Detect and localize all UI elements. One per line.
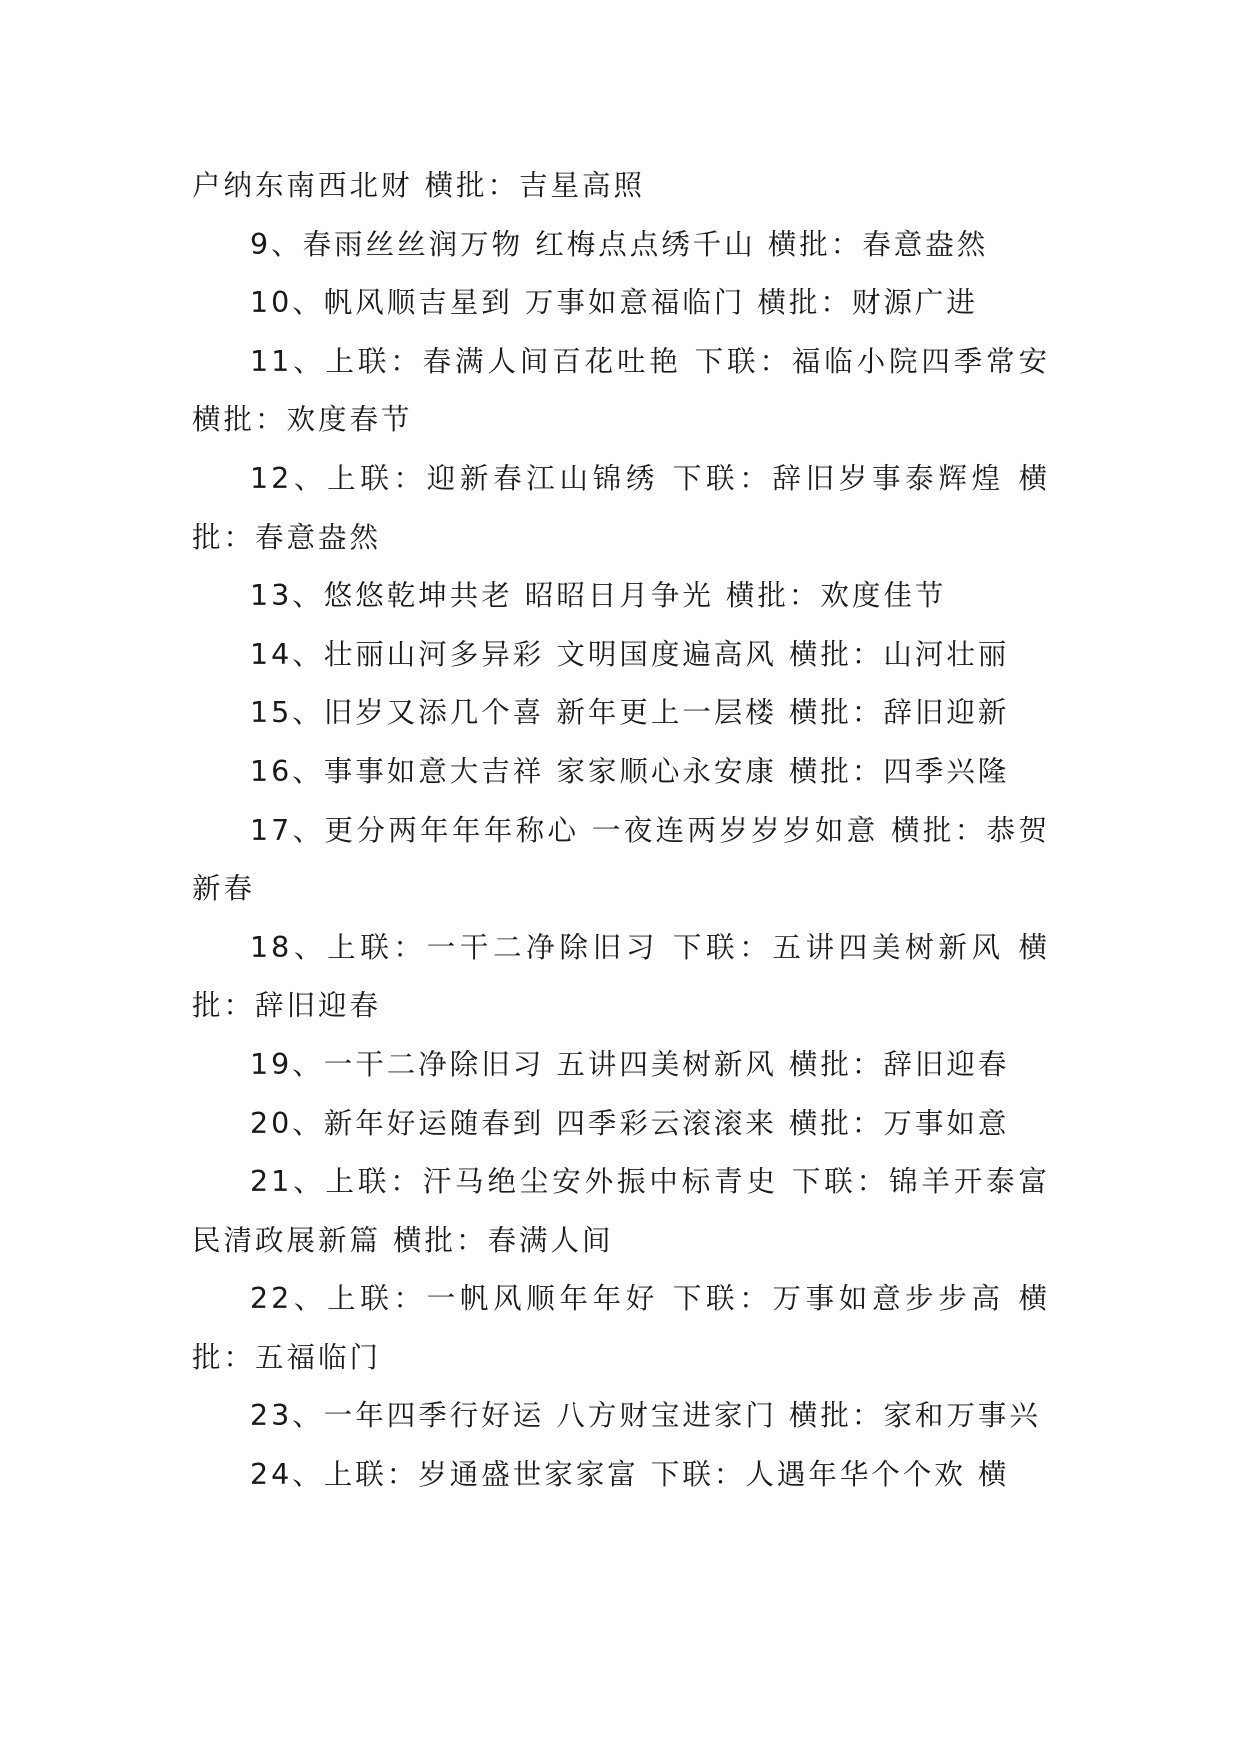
couplet-22: 22、上联：一帆风顺年年好 下联：万事如意步步高 横批：五福临门	[192, 1282, 1050, 1374]
couplet-20: 20、新年好运随春到 四季彩云滚滚来 横批：万事如意	[250, 1106, 1010, 1140]
couplet-15: 15、旧岁又添几个喜 新年更上一层楼 横批：辞旧迎新	[250, 696, 1010, 730]
couplet-23: 23、一年四季行好运 八方财宝进家门 横批：家和万事兴	[250, 1399, 1041, 1433]
couplet-13: 13、悠悠乾坤共老 昭昭日月争光 横批：欢度佳节	[250, 579, 947, 613]
couplet-11: 11、上联：春满人间百花吐艳 下联：福临小院四季常安 横批：欢度春节	[192, 344, 1050, 437]
document-page	[192, 157, 1050, 1505]
couplet-9: 9、春雨丝丝润万物 红梅点点绣千山 横批：春意盎然	[250, 227, 989, 261]
couplet-19: 19、一干二净除旧习 五讲四美树新风 横批：辞旧迎春	[250, 1047, 1010, 1081]
couplet-12: 12、上联：迎新春江山锦绣 下联：辞旧岁事泰辉煌 横批：春意盎然	[192, 461, 1050, 554]
couplet-14: 14、壮丽山河多异彩 文明国度遍高风 横批：山河壮丽	[250, 637, 1010, 671]
couplet-18: 18、上联：一干二净除旧习 下联：五讲四美树新风 横批：辞旧迎春	[192, 930, 1050, 1023]
couplet-10: 10、帆风顺吉星到 万事如意福临门 横批：财源广进	[250, 286, 978, 320]
couplet-21: 21、上联：汗马绝尘安外振中标青史 下联：锦羊开泰富民清政展新篇 横批：春满人间	[192, 1165, 1050, 1257]
couplet-16: 16、事事如意大吉祥 家家顺心永安康 横批：四季兴隆	[250, 754, 1010, 788]
paragraph-continued: 户纳东南西北财 横批：吉星高照	[192, 169, 646, 202]
couplet-24: 24、上联：岁通盛世家家富 下联：人遇年华个个欢 横	[250, 1458, 1010, 1492]
couplet-17: 17、更分两年年年称心 一夜连两岁岁岁如意 横批：恭贺新春	[192, 813, 1050, 906]
